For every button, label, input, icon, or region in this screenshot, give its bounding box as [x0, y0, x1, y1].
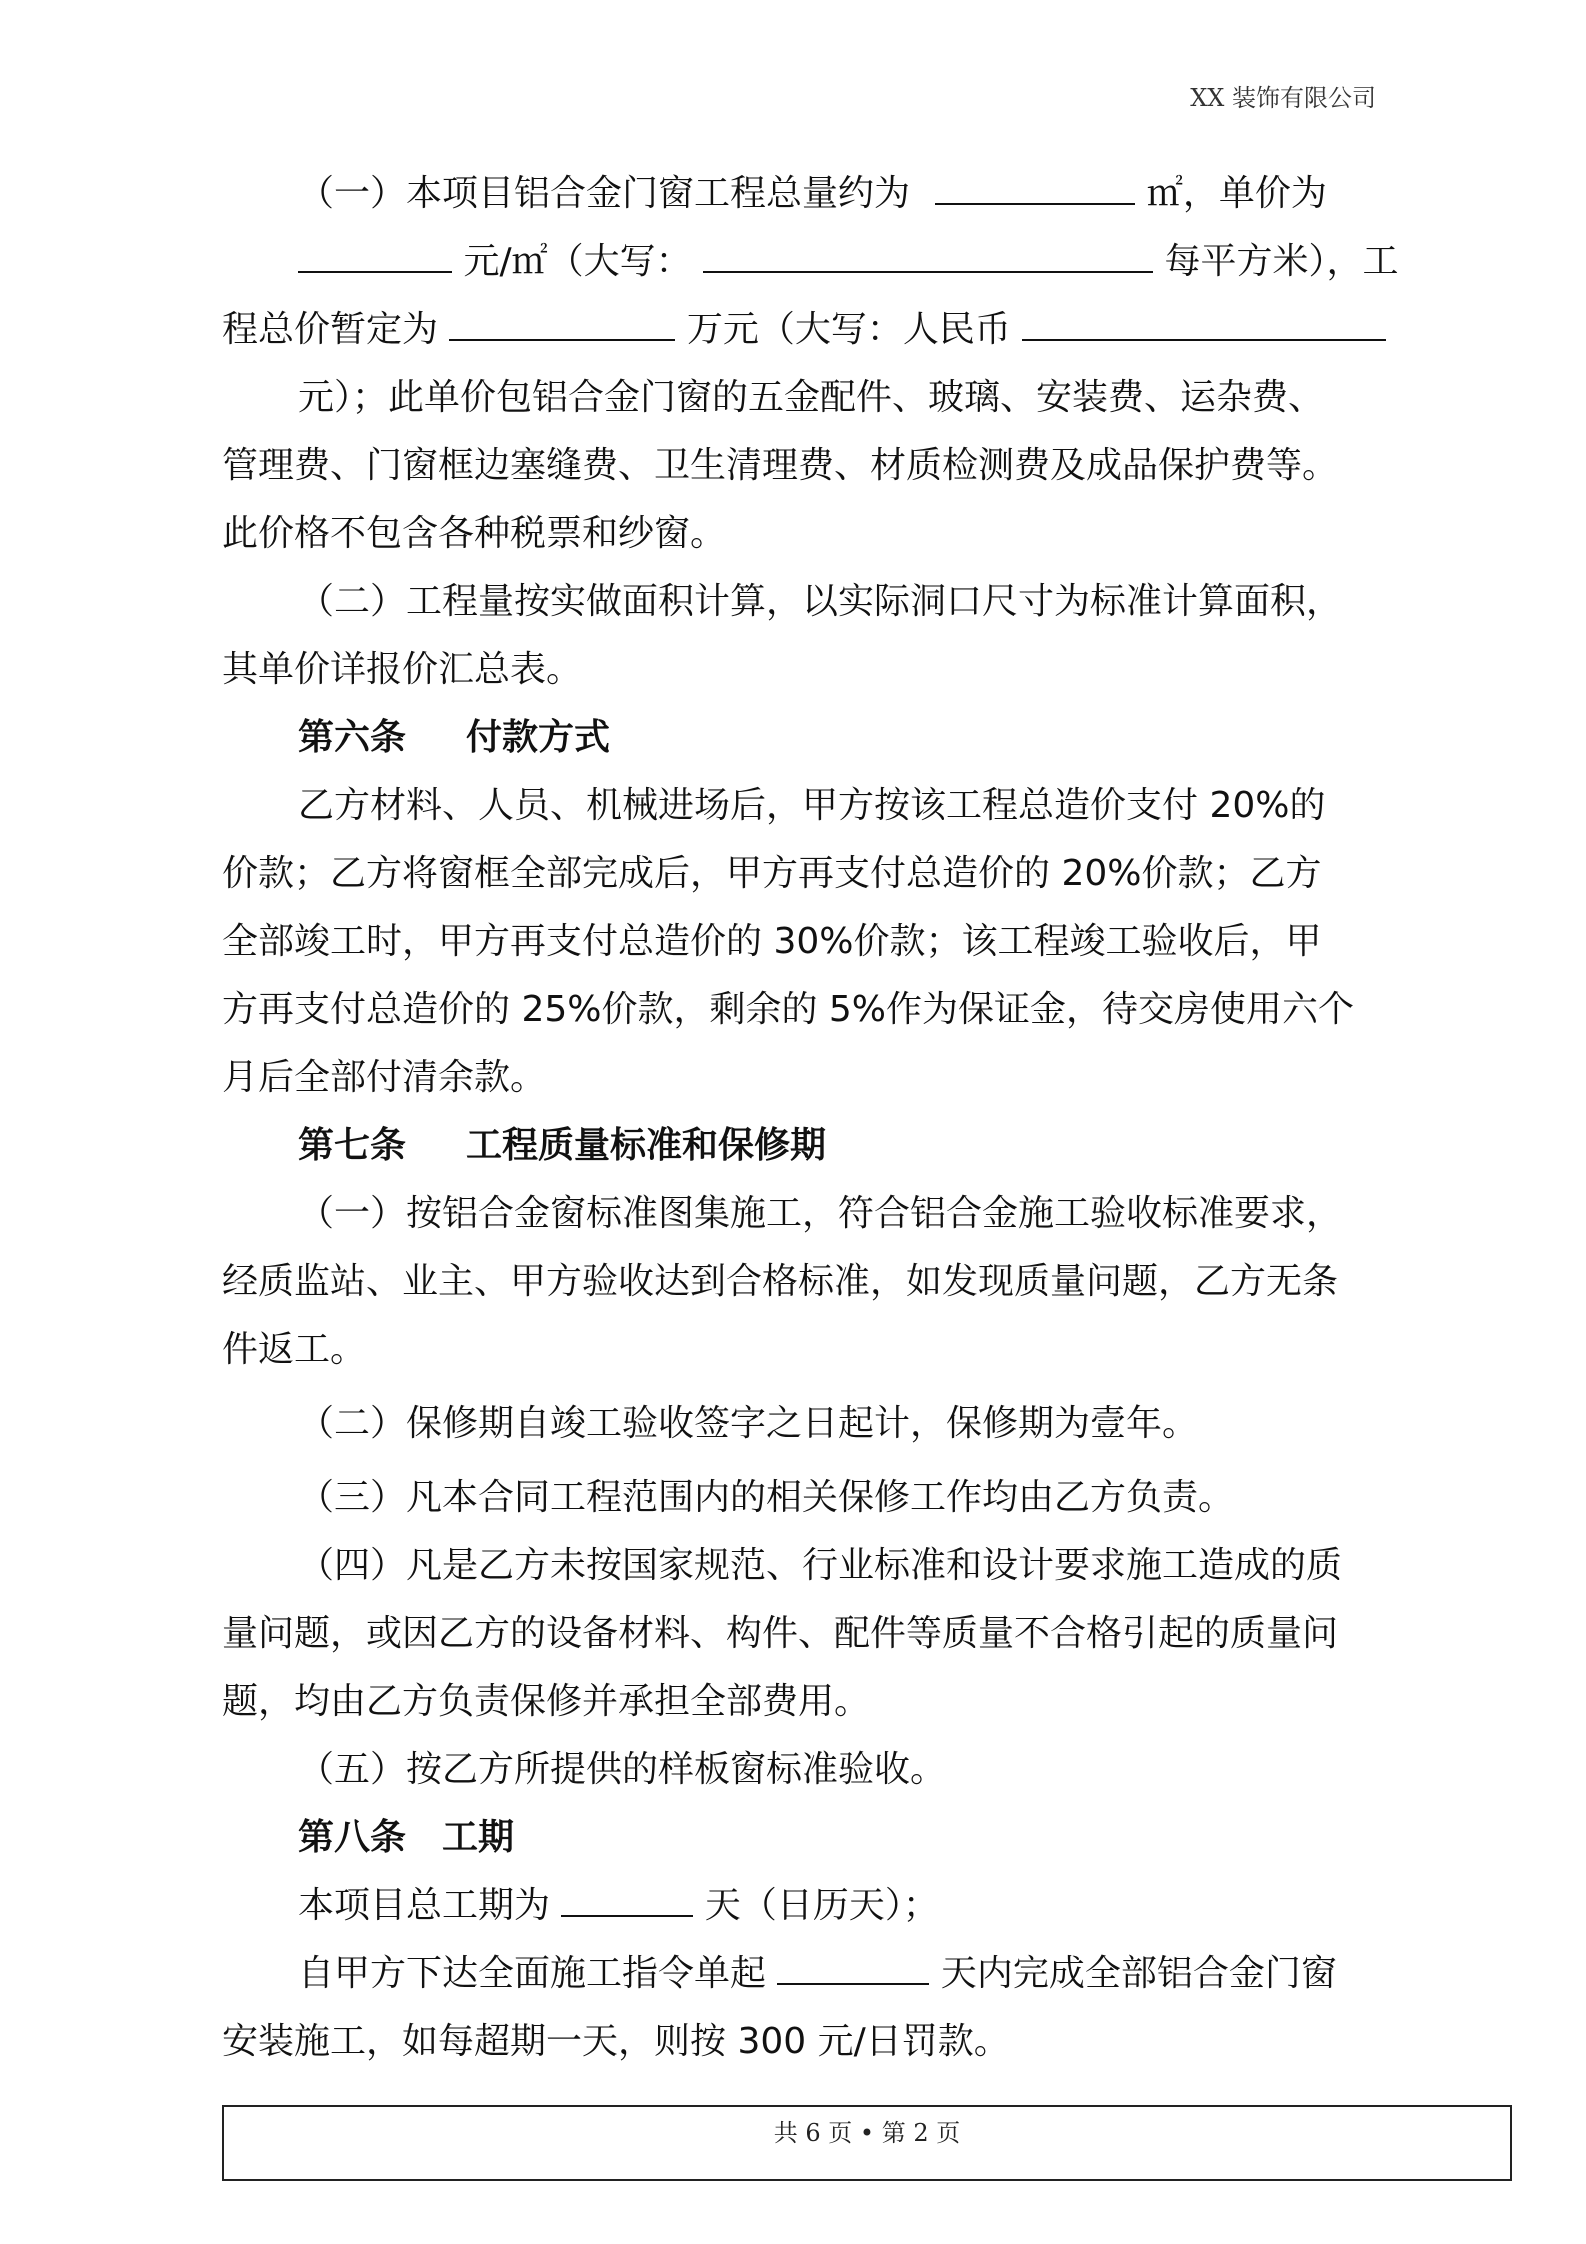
blank-total-area [935, 169, 1135, 205]
document-body [222, 160, 1399, 2076]
paragraph-line: （四）凡是乙方未按国家规范、行业标准和设计要求施工造成的质 [298, 1545, 1343, 1586]
article-heading-8 [222, 1804, 1380, 1872]
blank-unit-price [298, 237, 452, 273]
blank-total-price-words [1022, 305, 1386, 341]
paragraph-line [222, 228, 1399, 296]
paragraph-line [222, 296, 1380, 364]
text-run: ㎡，单价为 [1146, 173, 1327, 214]
paragraph-line: 量问题，或因乙方的设备材料、构件、配件等质量不合格引起的质量问 [222, 1613, 1339, 1654]
text-run: 本项目总工期为 [298, 1885, 551, 1926]
paragraph-line: 其单价详报价汇总表。 [222, 649, 583, 690]
paragraph-line: （一）按铝合金窗标准图集施工，符合铝合金施工验收标准要求， [298, 1193, 1343, 1234]
article-title: 付款方式 [466, 717, 611, 758]
blank-total-price [449, 305, 675, 341]
text-run: 每平方米），工 [1164, 241, 1399, 282]
article-number: 第六条 [298, 717, 407, 758]
paragraph-line: 价款；乙方将窗框全部完成后，甲方再支付总造价的 20%价款；乙方 [222, 853, 1322, 894]
article-number: 第七条 [298, 1125, 407, 1166]
paragraph-line: 月后全部付清余款。 [222, 1057, 547, 1098]
paragraph-line: 经质监站、业主、甲方验收达到合格标准，如发现质量问题，乙方无条 [222, 1261, 1339, 1302]
text-run: 天内完成全部铝合金门窗 [940, 1953, 1337, 1994]
paragraph-line: 题，均由乙方负责保修并承担全部费用。 [222, 1681, 871, 1722]
page-footer-box [222, 2105, 1512, 2181]
paragraph-line: （五）按乙方所提供的样板窗标准验收。 [298, 1749, 947, 1790]
page-number: 共 6 页 • 第 2 页 [773, 2119, 961, 2147]
text-run: （一）本项目铝合金门窗工程总量约为 [298, 173, 911, 214]
blank-unit-price-words [703, 237, 1153, 273]
article-title: 工期 [442, 1817, 515, 1858]
paragraph-line: 安装施工，如每超期一天，则按 300 元/日罚款。 [222, 2021, 1010, 2062]
paragraph-line [222, 160, 1380, 228]
paragraph-line: 全部竣工时，甲方再支付总造价的 30%价款；该工程竣工验收后，甲 [222, 921, 1322, 962]
article-heading-6 [222, 704, 1380, 772]
article-number: 第八条 [298, 1817, 407, 1858]
paragraph-line: 管理费、门窗框边塞缝费、卫生清理费、材质检测费及成品保护费等。 [222, 445, 1339, 486]
text-run: 程总价暂定为 [222, 309, 439, 350]
page-header-company: XX 装饰有限公司 [1190, 84, 1376, 112]
blank-total-days [561, 1881, 693, 1917]
paragraph-line [222, 1940, 1380, 2008]
article-heading-7 [222, 1112, 1380, 1180]
text-run: 万元（大写：人民币 [686, 309, 1011, 350]
paragraph-line: （三）凡本合同工程范围内的相关保修工作均由乙方负责。 [298, 1477, 1235, 1518]
text-run: 自甲方下达全面施工指令单起 [298, 1953, 767, 1994]
paragraph-line: 此价格不包含各种税票和纱窗。 [222, 513, 727, 554]
paragraph-line: （二）保修期自竣工验收签字之日起计，保修期为壹年。 [298, 1403, 1199, 1444]
paragraph-line: （二）工程量按实做面积计算，以实际洞口尺寸为标准计算面积， [298, 581, 1343, 622]
paragraph-line: 件返工。 [222, 1329, 367, 1370]
text-run: 天（日历天）； [704, 1885, 939, 1926]
text-run: 元/㎡（大写： [463, 241, 692, 282]
paragraph-line: 方再支付总造价的 25%价款，剩余的 5%作为保证金，待交房使用六个 [222, 989, 1355, 1030]
paragraph-line [222, 1872, 1380, 1940]
paragraph-line: 乙方材料、人员、机械进场后，甲方按该工程总造价支付 20%的 [298, 785, 1326, 826]
blank-completion-days [777, 1949, 929, 1985]
article-title: 工程质量标准和保修期 [466, 1125, 827, 1166]
paragraph-line: 元）；此单价包铝合金门窗的五金配件、玻璃、安装费、运杂费、 [298, 377, 1325, 418]
